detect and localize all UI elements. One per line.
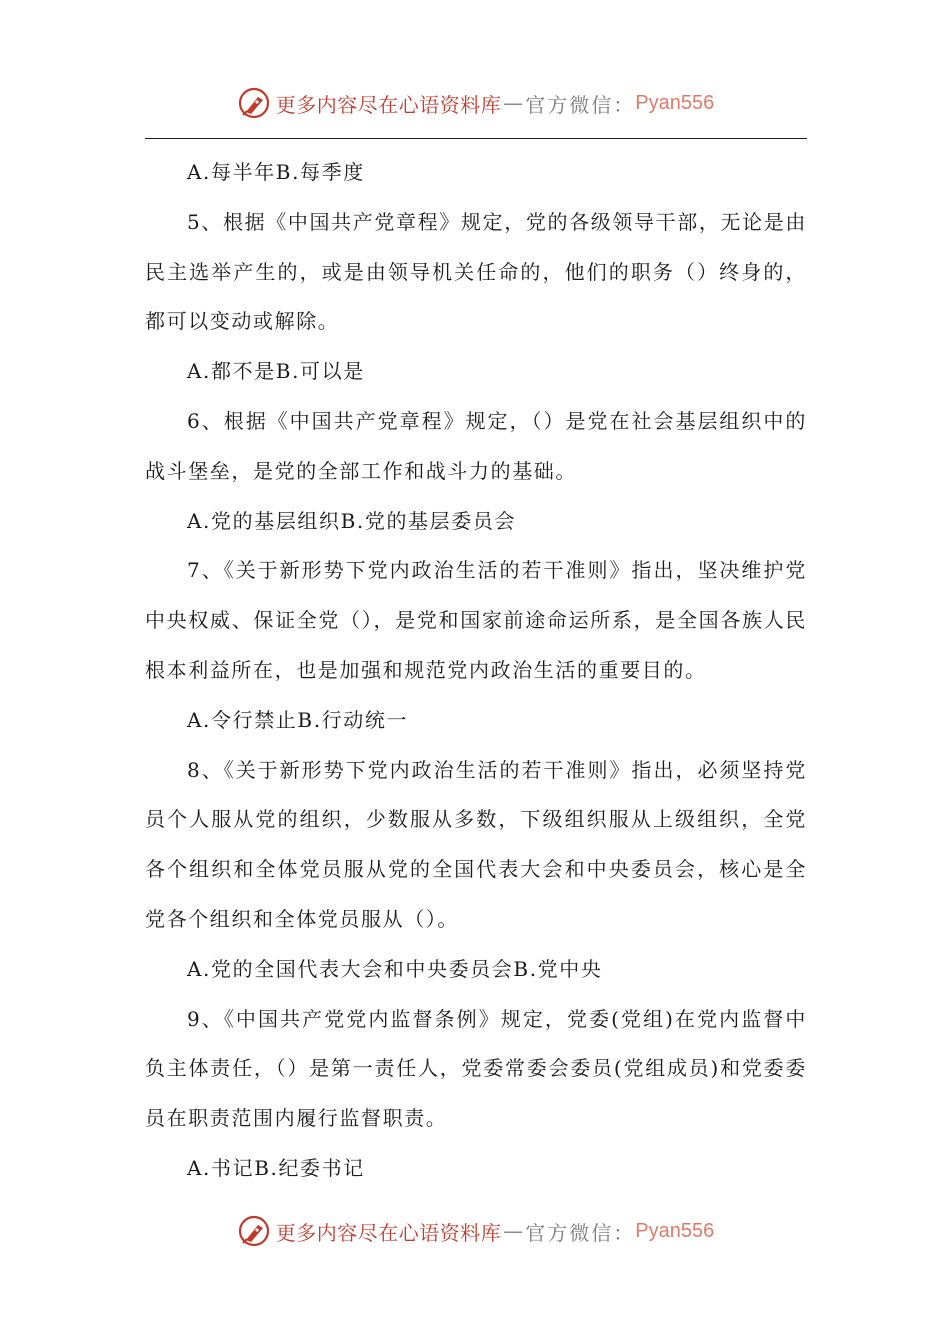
watermark-official-label: 官方微信：	[525, 1220, 636, 1245]
document-body	[145, 148, 807, 1194]
question-9: 9、《中国共产党党内监督条例》规定，党委(党组)在党内监督中负主体责任，（）是第一责任人，党委常委会委员(党组成员)和党委委员在职责范围内履行监督职责。	[145, 1006, 807, 1131]
question-6: 6、根据《中国共产党章程》规定，（）是党在社会基层组织中的战斗堡垒，是党的全部工作和战斗力的基础。	[145, 408, 807, 483]
watermark-brand: 更多内容尽在心语资料库	[275, 92, 502, 117]
watermark-wechat-id: Pyan556	[635, 91, 715, 114]
answer-options: A.书记B.纪委书记	[187, 1155, 365, 1180]
watermark-brand: 更多内容尽在心语资料库	[275, 1220, 502, 1245]
answer-options: A.都不是B.可以是	[187, 359, 365, 384]
watermark-wechat-id: Pyan556	[635, 1219, 715, 1242]
answer-options: A.每半年B.每季度	[187, 160, 365, 184]
footer-watermark	[0, 1211, 950, 1251]
answer-options: A.党的基层组织B.党的基层委员会	[187, 508, 517, 533]
watermark-official-label: 官方微信：	[525, 92, 636, 117]
answer-options: A.令行禁止B.行动统一	[187, 707, 409, 732]
header-watermark	[0, 83, 950, 123]
pen-nib-circle-icon	[236, 85, 272, 121]
question-5: 5、根据《中国共产党章程》规定，党的各级领导干部，无论是由民主选举产生的，或是由领导机关任命的，他们的职务（）终身的，都可以变动或解除。	[145, 209, 807, 334]
watermark-dash: —	[503, 91, 524, 115]
header-divider	[145, 138, 807, 139]
watermark-dash: —	[503, 1219, 524, 1243]
answer-options: A.党的全国代表大会和中央委员会B.党中央	[187, 956, 603, 981]
question-7: 7、《关于新形势下党内政治生活的若干准则》指出，坚决维护党中央权威、保证全党（），是党和国家前途命运所系，是全国各族人民根本利益所在，也是加强和规范党内政治生活的重要目的。	[145, 558, 807, 682]
pen-nib-circle-icon	[236, 1213, 272, 1249]
question-8: 8、《关于新形势下党内政治生活的若干准则》指出，必须坚持党员个人服从党的组织，少数服从多数，下级组织服从上级组织，全党各个组织和全体党员服从党的全国代表大会和中央委员会，核心是全党各个组织和全体党员服从（）。	[145, 757, 807, 931]
